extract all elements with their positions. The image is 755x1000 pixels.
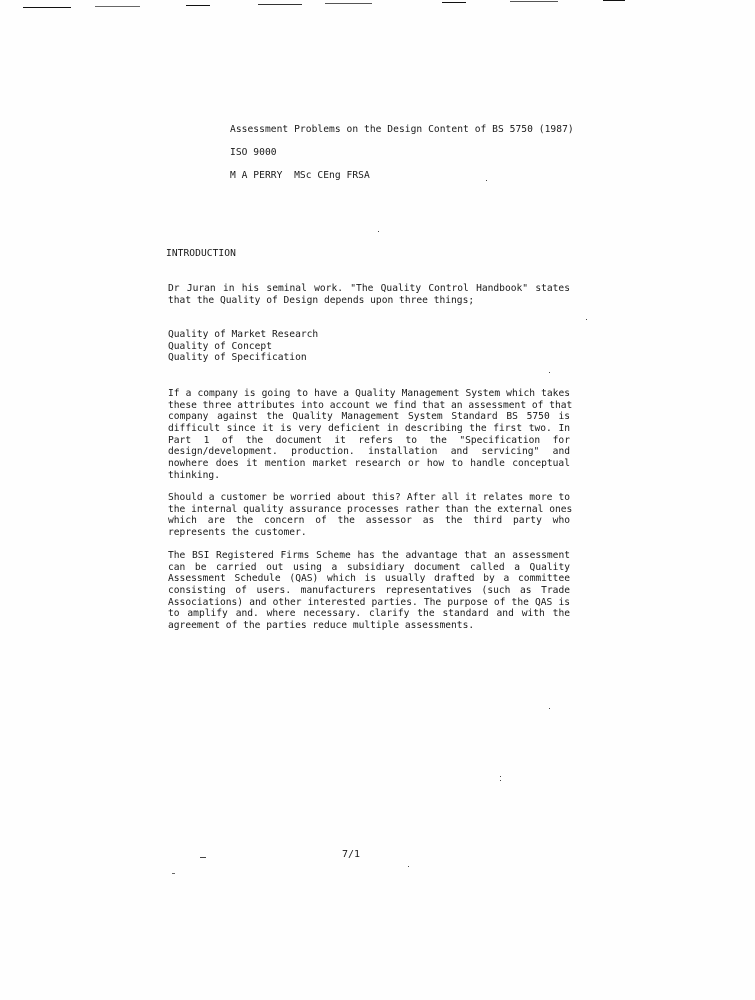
- paragraph-intro: [168, 283, 570, 306]
- text-line: can be carried out using a subsidiary document called a Quality: [168, 561, 570, 573]
- attribute-list: [168, 329, 570, 364]
- text-line: Should a customer be worried about this? After all it relates more to: [168, 492, 570, 503]
- text-line: Part 1 of the document it refers to the "Specification for: [168, 434, 570, 446]
- page-number: 7/1: [342, 849, 361, 860]
- text-line: thinking.: [168, 469, 220, 481]
- text-line: to amplify and. where necessary. clarify the standard and with the: [168, 608, 570, 620]
- scan-speck: [500, 776, 501, 777]
- scan-speck: [486, 180, 487, 181]
- scan-artifact: [186, 5, 210, 6]
- document-subtitle: ISO 9000: [230, 147, 277, 158]
- text-line: If a company is going to have a Quality Management System which takes: [168, 388, 570, 399]
- text-line: nowhere does it mention market research or how to handle conceptual: [168, 458, 570, 470]
- scan-speck: [408, 866, 409, 867]
- text-line: represents the customer.: [168, 527, 307, 539]
- scan-speck: [549, 372, 550, 373]
- scan-artifact: [258, 4, 302, 5]
- list-item: Quality of Market Research: [168, 329, 319, 340]
- section-heading: INTRODUCTION: [166, 248, 236, 259]
- text-line: these three attributes into account we find that an assessment of that: [168, 399, 573, 411]
- scan-speck: [549, 708, 550, 709]
- text-line: the internal quality assurance processes rather than the external ones: [168, 503, 573, 515]
- text-line: agreement of the parties reduce multiple assessments.: [168, 620, 475, 632]
- scan-artifact: [603, 0, 625, 1]
- scan-artifact: [23, 7, 71, 8]
- scan-speck: [378, 231, 379, 232]
- text-line: Assessment Schedule (QAS) which is usually drafted by a committee: [168, 573, 570, 585]
- scan-artifact: [200, 857, 206, 858]
- document-title: Assessment Problems on the Design Content of BS 5750 (1987): [230, 124, 574, 135]
- text-line: which are the concern of the assessor as the third party who: [168, 515, 570, 527]
- paragraph-customer: [168, 492, 573, 539]
- text-line: Associations) and other interested parties. The purpose of the QAS is: [168, 596, 570, 608]
- text-line: design/development. production. installation and servicing" and: [168, 446, 570, 458]
- text-line: The BSI Registered Firms Scheme has the advantage that an assessment: [168, 550, 570, 561]
- text-line: difficult since it is very deficient in describing the first two. In: [168, 423, 570, 435]
- text-line: consisting of users. manufacturers representatives (such as Trade: [168, 585, 570, 597]
- scan-artifact: [442, 2, 466, 3]
- paragraph-company: [168, 388, 573, 482]
- scan-artifact: [95, 6, 140, 7]
- list-item: Quality of Specification: [168, 352, 307, 364]
- scan-speck: [500, 780, 501, 781]
- scan-artifact: [172, 873, 175, 874]
- text-line: that the Quality of Design depends upon three things;: [168, 294, 475, 306]
- scan-artifact: [510, 1, 558, 2]
- text-line: company against the Quality Management System Standard BS 5750 is: [168, 411, 570, 423]
- document-author: M A PERRY MSc CEng FRSA: [230, 170, 370, 181]
- scan-speck: [586, 319, 587, 320]
- paragraph-bsi-scheme: [168, 550, 570, 632]
- list-item: Quality of Concept: [168, 340, 272, 352]
- scan-artifact: [325, 3, 372, 4]
- text-line: Dr Juran in his seminal work. "The Quality Control Handbook" states: [168, 283, 570, 294]
